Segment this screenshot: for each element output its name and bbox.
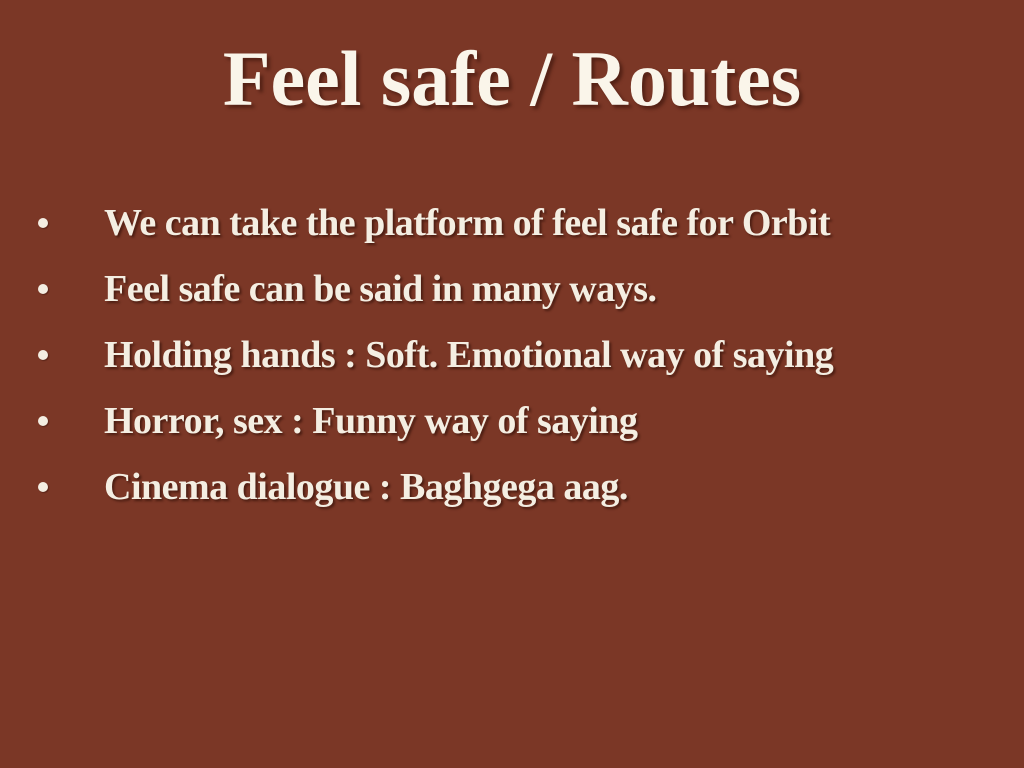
bullet-list [0, 190, 1024, 520]
bullet-dot-icon [38, 284, 48, 294]
bullet-text: Horror, sex : Funny way of saying [104, 400, 638, 442]
bullet-dot-icon [38, 482, 48, 492]
bullet-text: Cinema dialogue : Baghgega aag. [104, 466, 628, 508]
bullet-item [0, 322, 1024, 388]
bullet-text: Feel safe can be said in many ways. [104, 268, 657, 310]
bullet-item [0, 454, 1024, 520]
bullet-item [0, 388, 1024, 454]
bullet-text: We can take the platform of feel safe for Orbit [104, 202, 831, 244]
bullet-item [0, 190, 1024, 256]
bullet-dot-icon [38, 416, 48, 426]
bullet-dot-icon [38, 350, 48, 360]
bullet-text: Holding hands : Soft. Emotional way of saying [104, 334, 834, 376]
bullet-dot-icon [38, 218, 48, 228]
slide-title: Feel safe / Routes [222, 35, 802, 122]
bullet-item [0, 256, 1024, 322]
